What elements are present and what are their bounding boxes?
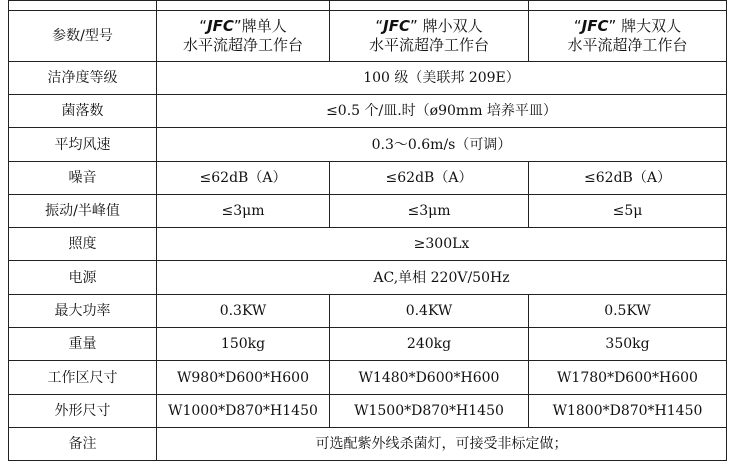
brand-close-quote: ” bbox=[233, 17, 242, 35]
row-value: W1500*D870*H1450 bbox=[330, 395, 529, 428]
row-value: 0.3KW bbox=[157, 295, 330, 328]
brand-logo: JFC bbox=[581, 17, 609, 35]
row-value: W1000*D870*H1450 bbox=[157, 395, 330, 428]
row-label: 菌落数 bbox=[9, 95, 157, 128]
row-value-merged: ≤0.5 个/皿.时（ø90mm 培养平皿） bbox=[157, 95, 727, 128]
row-value-merged: 0.3〜0.6m/s（可调） bbox=[157, 128, 727, 162]
row-value: 240kg bbox=[330, 328, 529, 361]
row-value-merged: ≥300Lx bbox=[157, 228, 727, 261]
row-label: 工作区尺寸 bbox=[9, 361, 157, 395]
row-value: 350kg bbox=[529, 328, 727, 361]
row-label: 噪音 bbox=[9, 162, 157, 195]
param-label-cell: 参数/型号 bbox=[9, 11, 157, 62]
model-name: 牌单人 bbox=[241, 17, 287, 35]
row-value: 0.5KW bbox=[529, 295, 727, 328]
top-strip-cell bbox=[9, 1, 157, 11]
top-strip-cell bbox=[330, 1, 529, 11]
model-header-cell bbox=[157, 11, 330, 62]
row-value: W1800*D870*H1450 bbox=[529, 395, 727, 428]
brand-logo: JFC bbox=[383, 17, 411, 35]
table-row bbox=[9, 162, 727, 195]
row-value: W1780*D600*H600 bbox=[529, 361, 727, 395]
brand-logo: JFC bbox=[207, 17, 234, 35]
row-value: 0.4KW bbox=[330, 295, 529, 328]
row-value: ≤3μm bbox=[157, 195, 330, 228]
model-name: 牌小双人 bbox=[422, 17, 483, 35]
table-row bbox=[9, 395, 727, 428]
row-label: 洁净度等级 bbox=[9, 62, 157, 95]
row-value: ≤5μ bbox=[529, 195, 727, 228]
model-title-line bbox=[330, 17, 528, 36]
table-row bbox=[9, 228, 727, 261]
table-row bbox=[9, 428, 727, 461]
row-value-merged: 可选配紫外线杀菌灯，可接受非标定做； bbox=[157, 428, 727, 461]
top-strip-cell bbox=[157, 1, 330, 11]
table-row bbox=[9, 361, 727, 395]
row-label: 重量 bbox=[9, 328, 157, 361]
top-strip-cell bbox=[529, 1, 727, 11]
row-label: 最大功率 bbox=[9, 295, 157, 328]
model-title-line bbox=[529, 17, 726, 36]
row-value: ≤3μm bbox=[330, 195, 529, 228]
row-label: 照度 bbox=[9, 228, 157, 261]
table-row bbox=[9, 328, 727, 361]
row-value: 150kg bbox=[157, 328, 330, 361]
model-subtitle: 水平流超净工作台 bbox=[182, 36, 303, 54]
row-value: W1480*D600*H600 bbox=[330, 361, 529, 395]
model-header-cell bbox=[330, 11, 529, 62]
brand-open-quote: “ bbox=[375, 17, 384, 35]
row-label: 振动/半峰值 bbox=[9, 195, 157, 228]
row-label: 电源 bbox=[9, 261, 157, 295]
brand-open-quote: “ bbox=[199, 17, 208, 35]
model-subtitle: 水平流超净工作台 bbox=[368, 36, 489, 54]
brand-open-quote: “ bbox=[573, 17, 582, 35]
row-value: ≤62dB（A） bbox=[157, 162, 330, 195]
model-header-cell bbox=[529, 11, 727, 62]
model-subtitle: 水平流超净工作台 bbox=[567, 36, 688, 54]
table-row bbox=[9, 195, 727, 228]
spec-table bbox=[8, 0, 727, 461]
table-row bbox=[9, 95, 727, 128]
table-row bbox=[9, 261, 727, 295]
model-name: 牌大双人 bbox=[621, 17, 682, 35]
table-row bbox=[9, 128, 727, 162]
row-label: 备注 bbox=[9, 428, 157, 461]
header-row bbox=[9, 11, 727, 62]
row-value: W980*D600*H600 bbox=[157, 361, 330, 395]
row-label: 外形尺寸 bbox=[9, 395, 157, 428]
row-label: 平均风速 bbox=[9, 128, 157, 162]
table-row bbox=[9, 295, 727, 328]
model-title-line bbox=[157, 17, 329, 36]
brand-close-quote: ” bbox=[410, 17, 418, 35]
brand-close-quote: ” bbox=[608, 17, 617, 35]
row-value: ≤62dB（A） bbox=[330, 162, 529, 195]
row-value-merged: AC,单相 220V/50Hz bbox=[157, 261, 727, 295]
table-top-strip bbox=[9, 1, 727, 11]
row-value-merged: 100 级（美联邦 209E） bbox=[157, 62, 727, 95]
table-row bbox=[9, 62, 727, 95]
row-value: ≤62dB（A） bbox=[529, 162, 727, 195]
